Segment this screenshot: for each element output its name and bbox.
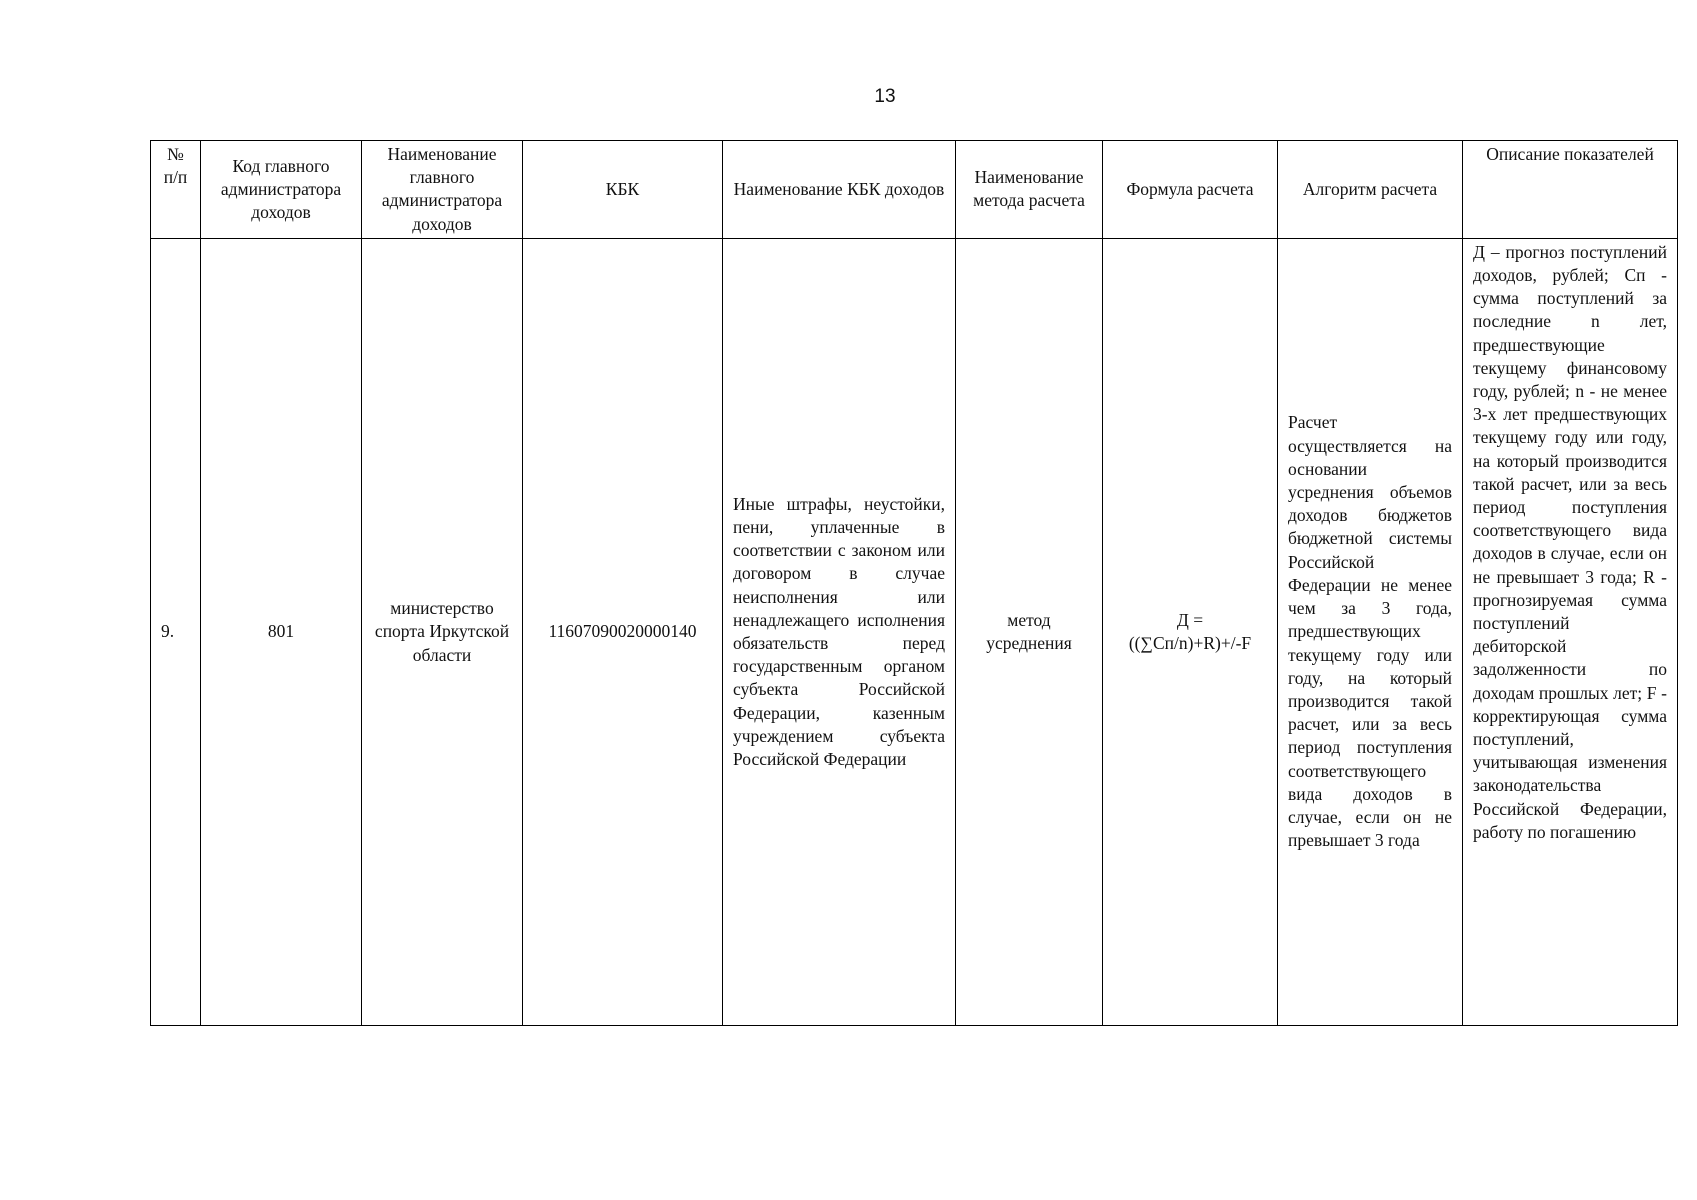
header-formula: Формула расчета (1103, 141, 1278, 239)
row-admin-name: министерство спорта Иркутской области (362, 238, 523, 1025)
row-method: метод усреднения (956, 238, 1103, 1025)
page-number: 13 (874, 86, 896, 107)
row-admin-code: 801 (201, 238, 362, 1025)
formula-line-1: Д = (1176, 609, 1204, 630)
header-algorithm: Алгоритм расчета (1278, 141, 1463, 239)
forecast-table (150, 140, 1678, 1026)
header-description: Описание показателей (1463, 141, 1678, 239)
header-method: Наименование метода расчета (956, 141, 1103, 239)
header-kbk: КБК (523, 141, 723, 239)
header-admin-code: Код главного администратора доходов (201, 141, 362, 239)
table-row (151, 238, 1678, 1025)
formula-line-2: ((∑Сп/n)+R)+/-F (1128, 632, 1252, 653)
header-kbk-name: Наименование КБК доходов (723, 141, 956, 239)
row-algorithm: Расчет осуществляется на основании усреднения объемов доходов бюджетов бюджетной системы Российской Федерации не менее чем за 3 года, предшествующих текущему году или году, на который производится такой расчет, или за весь период поступления соответствующего вида доходов в случае, если он не превышает 3 года (1278, 238, 1463, 1025)
header-num: № п/п (151, 141, 201, 239)
row-kbk: 11607090020000140 (523, 238, 723, 1025)
row-description: Д – прогноз поступлений доходов, рублей; Сп - сумма поступлений за последние n лет, предшествующие текущему финансовому году, рублей; n - не менее 3-х лет предшествующих текущему году или году, на который производится такой расчет, или за весь период поступления соответствующего вида доходов в случае, если он не превышает 3 года; R - прогнозируемая сумма поступлений дебиторской задолженности по доходам прошлых лет; F - корректирующая сумма поступлений, учитывающая изменения законодательства Российской Федерации, работу по погашению (1463, 238, 1678, 1025)
table-header-row (151, 141, 1678, 239)
header-admin-name: Наименование главного администратора доходов (362, 141, 523, 239)
row-kbk-name: Иные штрафы, неустойки, пени, уплаченные в соответствии с законом или договором в случае неисполнения или ненадлежащего исполнения обязательств перед государственным органом субъекта Российской Федерации, казенным учреждением субъекта Российской Федерации (723, 238, 956, 1025)
row-num: 9. (151, 238, 201, 1025)
row-formula (1103, 238, 1278, 1025)
